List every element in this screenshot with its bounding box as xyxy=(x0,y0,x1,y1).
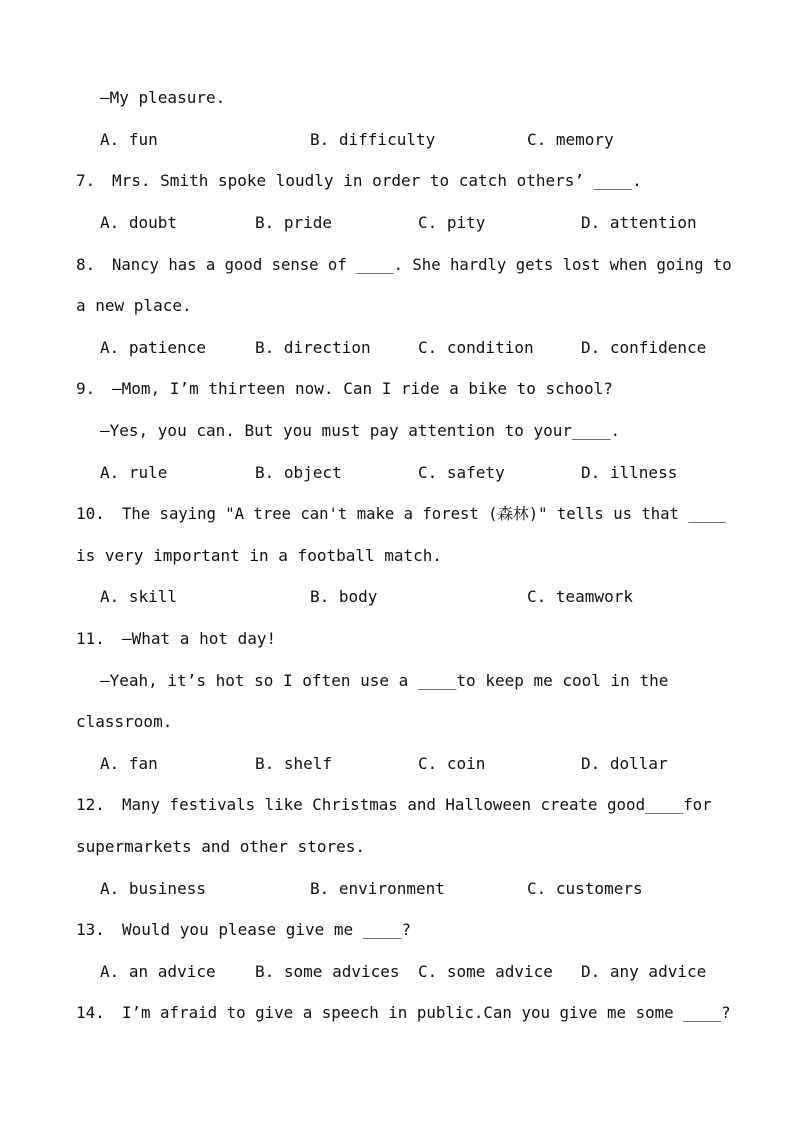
q13-text: Would you please give me ____? xyxy=(122,920,411,939)
q12-number: 12. xyxy=(76,795,105,814)
q9-option-c[interactable]: C. safety xyxy=(418,463,505,482)
q7-option-b[interactable]: B. pride xyxy=(255,213,333,232)
q8-option-a[interactable]: A. patience xyxy=(100,338,206,357)
q7-text: Mrs. Smith spoke loudly in order to catch others’ ____. xyxy=(112,171,642,190)
q8-text: Nancy has a good sense of ____. She hardly gets lost when going to xyxy=(112,256,732,274)
q7-option-c[interactable]: C. pity xyxy=(418,213,486,232)
q13-option-c[interactable]: C. some advice xyxy=(418,962,553,981)
q11-option-a[interactable]: A. fan xyxy=(100,754,158,773)
q6-option-b[interactable]: B. difficulty xyxy=(310,130,436,149)
q6-option-c[interactable]: C. memory xyxy=(527,130,614,149)
q11-text: —What a hot day! xyxy=(122,629,277,648)
q11-text-continued: classroom. xyxy=(76,712,173,731)
q10-number: 10. xyxy=(76,504,105,523)
q14-number: 14. xyxy=(76,1003,105,1022)
q8-number: 8. xyxy=(76,255,96,274)
q9-option-d[interactable]: D. illness xyxy=(581,463,678,482)
q6-option-a[interactable]: A. fun xyxy=(100,130,158,149)
q8-option-c[interactable]: C. condition xyxy=(418,338,534,357)
q10-text-continued: is very important in a football match. xyxy=(76,546,443,565)
q11-option-d[interactable]: D. dollar xyxy=(581,754,668,773)
q10-option-b[interactable]: B. body xyxy=(310,587,378,606)
q10-text: The saying "A tree can't make a forest (森林)" tells us that ____ xyxy=(122,505,726,523)
q13-option-a[interactable]: A. an advice xyxy=(100,962,216,981)
q9-text-reply: —Yes, you can. But you must pay attention to your____. xyxy=(100,421,621,440)
q14-text: I’m afraid to give a speech in public.Can you give me some ____? xyxy=(122,1003,731,1022)
q8-option-d[interactable]: D. confidence xyxy=(581,338,707,357)
q8-option-b[interactable]: B. direction xyxy=(255,338,371,357)
q12-option-b[interactable]: B. environment xyxy=(310,879,445,898)
q7-option-d[interactable]: D. attention xyxy=(581,213,697,232)
q12-option-a[interactable]: A. business xyxy=(100,879,206,898)
q11-number: 11. xyxy=(76,629,105,648)
q12-text-continued: supermarkets and other stores. xyxy=(76,837,365,856)
q11-text-reply: —Yeah, it’s hot so I often use a ____to keep me cool in the xyxy=(100,671,669,690)
q6-reply: —My pleasure. xyxy=(100,88,226,107)
q9-option-a[interactable]: A. rule xyxy=(100,463,168,482)
q11-option-c[interactable]: C. coin xyxy=(418,754,486,773)
q12-option-c[interactable]: C. customers xyxy=(527,879,643,898)
q9-text: —Mom, I’m thirteen now. Can I ride a bike to school? xyxy=(112,379,613,398)
q10-option-a[interactable]: A. skill xyxy=(100,587,178,606)
q7-number: 7. xyxy=(76,171,96,190)
q12-text: Many festivals like Christmas and Halloween create good____for xyxy=(122,795,712,814)
q13-option-b[interactable]: B. some advices xyxy=(255,962,400,981)
q9-option-b[interactable]: B. object xyxy=(255,463,342,482)
q7-option-a[interactable]: A. doubt xyxy=(100,213,178,232)
q13-number: 13. xyxy=(76,920,105,939)
q10-option-c[interactable]: C. teamwork xyxy=(527,587,633,606)
q8-text-continued: a new place. xyxy=(76,296,192,315)
q11-option-b[interactable]: B. shelf xyxy=(255,754,333,773)
q13-option-d[interactable]: D. any advice xyxy=(581,962,707,981)
q9-number: 9. xyxy=(76,379,96,398)
